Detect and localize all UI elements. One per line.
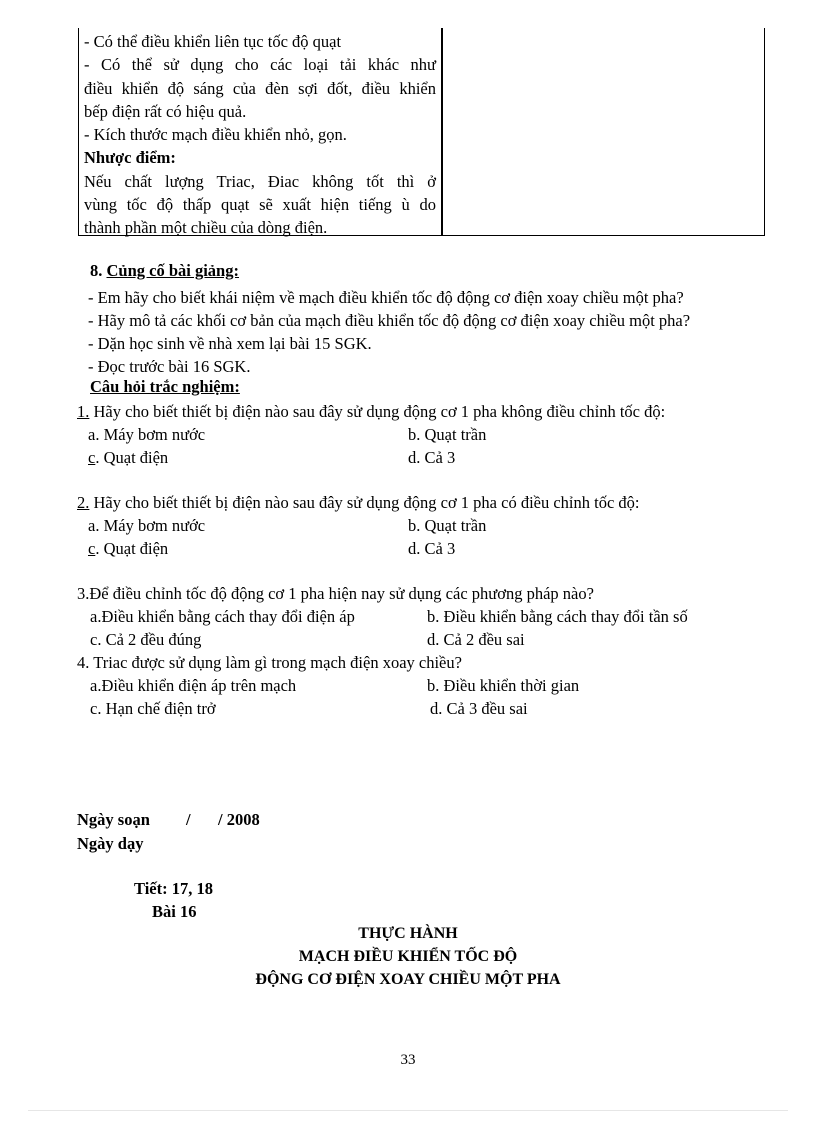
question-number: 1. xyxy=(77,402,90,421)
lesson-title-line1: THỰC HÀNH xyxy=(358,925,458,942)
answer-b: b. Điều khiển thời gian xyxy=(427,676,580,695)
review-number: 8. xyxy=(90,261,103,280)
table-left-cell xyxy=(84,30,436,240)
question-number: 2. xyxy=(77,493,90,512)
answer-text: . Quạt điện xyxy=(95,539,169,558)
answer-a: a. Máy bơm nước xyxy=(88,516,206,535)
review-item: - Em hãy cho biết khái niệm về mạch điều khiển tốc độ động cơ điện xoay chiều một pha? xyxy=(88,288,684,307)
disadvantage-line: thành phần một chiều của dòng điện. xyxy=(84,218,328,238)
lesson-number: Bài 16 xyxy=(152,902,197,921)
answer-a: a.Điều khiển điện áp trên mạch xyxy=(90,676,297,695)
answer-a: a.Điều khiển bằng cách thay đổi điện áp xyxy=(90,607,355,626)
advantage-line: bếp điện rất có hiệu quả. xyxy=(84,101,247,121)
answer-d: d. Cả 3 xyxy=(408,448,456,467)
answer-d: d. Cả 3 đều sai xyxy=(430,699,528,718)
answer-b: b. Quạt trần xyxy=(408,516,487,535)
review-heading xyxy=(90,261,239,281)
question-2 xyxy=(77,491,640,514)
disadvantage-line: vùng tốc độ thấp quạt sẽ xuất hiện tiếng ù do xyxy=(84,195,436,215)
answer-c: c. Cả 2 đều đúng xyxy=(90,630,202,649)
answer-c: c. Hạn chế điện trở xyxy=(90,699,216,718)
question-text: Hãy cho biết thiết bị điện nào sau đây sử dụng động cơ 1 pha có điều chỉnh tốc độ: xyxy=(89,493,640,512)
answer-a: a. Máy bơm nước xyxy=(88,425,206,444)
review-item: - Dặn học sinh về nhà xem lại bài 15 SGK. xyxy=(88,334,372,353)
comparison-table xyxy=(78,28,765,236)
page-bottom-rule xyxy=(28,1110,788,1111)
answer-b: b. Quạt trần xyxy=(408,425,487,444)
prep-date-year: / 2008 xyxy=(218,810,260,829)
prep-date-slash: / xyxy=(186,810,191,829)
answer-letter: c xyxy=(88,448,96,467)
disadvantage-line: Nếu chất lượng Triac, Điac không tốt thì ở xyxy=(84,171,436,191)
disadvantage-heading: Nhược điểm: xyxy=(84,148,176,168)
lesson-title-line2: MẠCH ĐIỀU KHIỂN TỐC ĐỘ xyxy=(298,948,518,965)
advantage-line: - Kích thước mạch điều khiển nhỏ, gọn. xyxy=(84,125,347,145)
lesson-periods: Tiết: 17, 18 xyxy=(134,879,213,898)
answer-c xyxy=(88,446,168,469)
review-title: Củng cố bài giảng: xyxy=(106,261,239,280)
advantage-line: - Có thể điều khiển liên tục tốc độ quạt xyxy=(84,32,342,51)
prep-date-label: Ngày soạn xyxy=(77,810,150,829)
teach-date-label: Ngày dạy xyxy=(77,834,144,853)
answer-text: . Quạt điện xyxy=(95,448,169,467)
answer-c xyxy=(88,537,168,560)
question-1 xyxy=(77,400,665,423)
quiz-heading: Câu hỏi trắc nghiệm: xyxy=(90,377,240,396)
review-item: - Đọc trước bài 16 SGK. xyxy=(88,357,251,376)
lesson-title-line3: ĐỘNG CƠ ĐIỆN XOAY CHIỀU MỘT PHA xyxy=(255,971,561,988)
question-3: 3.Để điều chỉnh tốc độ động cơ 1 pha hiện nay sử dụng các phương pháp nào? xyxy=(77,584,594,603)
question-text: Hãy cho biết thiết bị điện nào sau đây sử dụng động cơ 1 pha không điều chỉnh tốc độ: xyxy=(89,402,666,421)
answer-d: d. Cả 2 đều sai xyxy=(427,630,525,649)
advantage-line: điều khiển độ sáng của đèn sợi đốt, điều khiển xyxy=(84,78,436,98)
table-column-divider xyxy=(441,28,443,235)
review-item: - Hãy mô tả các khối cơ bản của mạch điều khiển tốc độ động cơ điện xoay chiều một pha? xyxy=(88,311,691,330)
answer-letter: c xyxy=(88,539,96,558)
advantage-line: - Có thể sử dụng cho các loại tải khác như xyxy=(84,55,436,75)
question-4: 4. Triac được sử dụng làm gì trong mạch điện xoay chiều? xyxy=(77,653,462,672)
page-number: 33 xyxy=(400,1052,416,1068)
answer-b: b. Điều khiển bằng cách thay đổi tần số xyxy=(427,607,688,626)
answer-d: d. Cả 3 xyxy=(408,539,456,558)
